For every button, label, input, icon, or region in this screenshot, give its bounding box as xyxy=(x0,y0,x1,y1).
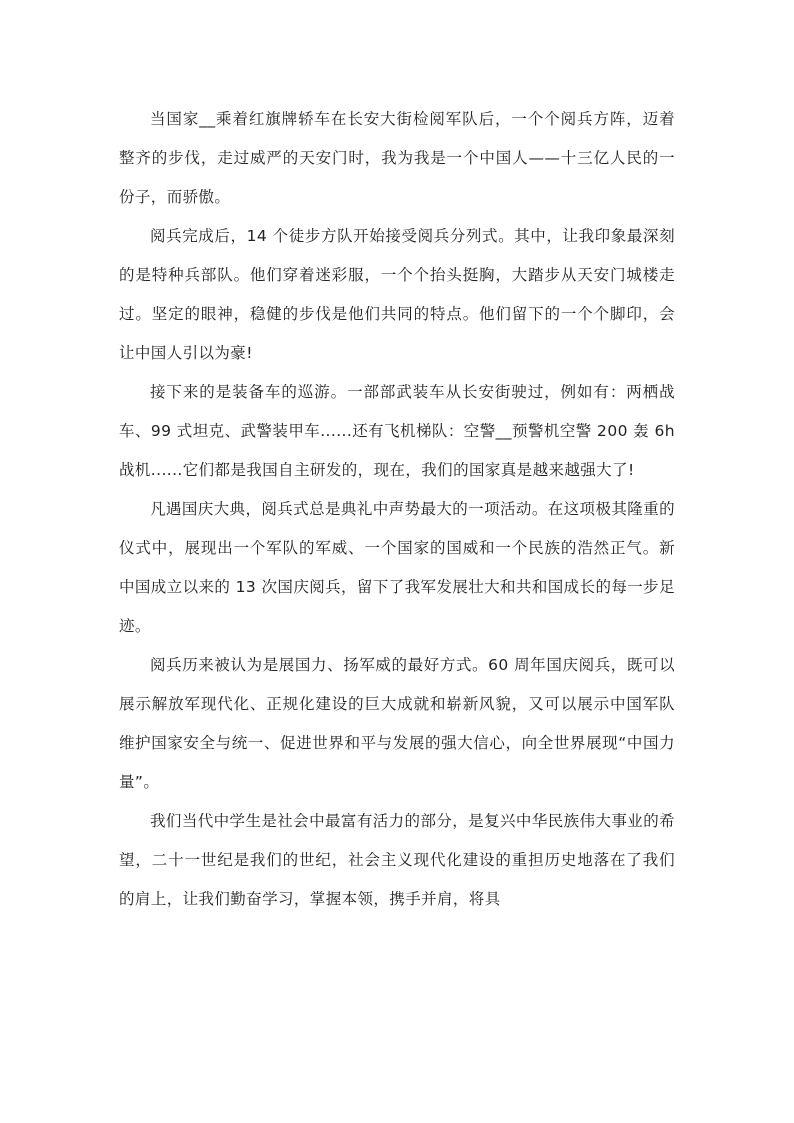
document-body xyxy=(119,100,675,919)
paragraph-3: 接下来的是装备车的巡游。一部部武装车从长安街驶过，例如有：两栖战车、99 式坦克、武警装甲车......还有飞机梯队：空警__预警机空警 200 轰 6h 战机......它们都是我国自主研发的，现在，我们的国家真是越来越强大了! xyxy=(119,383,675,479)
paragraph-2: 阅兵完成后，14 个徒步方队开始接受阅兵分列式。其中，让我印象最深刻的是特种兵部队。他们穿着迷彩服，一个个抬头挺胸，大踏步从天安门城楼走过。坚定的眼神，稳健的步伐是他们共同的特点。他们留下的一个个脚印，会让中国人引以为豪! xyxy=(119,227,675,362)
paragraph-4: 凡遇国庆大典，阅兵式总是典礼中声势最大的一项活动。在这项极其隆重的仪式中，展现出一个军队的军威、一个国家的国威和一个民族的浩然正气。新中国成立以来的 13 次国庆阅兵，留下了我军发展壮大和共和国成长的每一步足迹。 xyxy=(119,500,675,635)
paragraph-5: 阅兵历来被认为是展国力、扬军威的最好方式。60 周年国庆阅兵，既可以展示解放军现代化、正规化建设的巨大成就和崭新风貌，又可以展示中国军队维护国家安全与统一、促进世界和平与发展的强大信心，向全世界展现“中国力量”。 xyxy=(119,656,675,791)
paragraph-1: 当国家__乘着红旗牌轿车在长安大街检阅军队后，一个个阅兵方阵，迈着整齐的步伐，走过威严的天安门时，我为我是一个中国人——十三亿人民的一份子，而骄傲。 xyxy=(119,110,675,206)
paragraph-6: 我们当代中学生是社会中最富有活力的部分，是复兴中华民族伟大事业的希望，二十一世纪是我们的世纪，社会主义现代化建设的重担历史地落在了我们的肩上，让我们勤奋学习，掌握本领，携手并肩，将具 xyxy=(119,812,675,908)
